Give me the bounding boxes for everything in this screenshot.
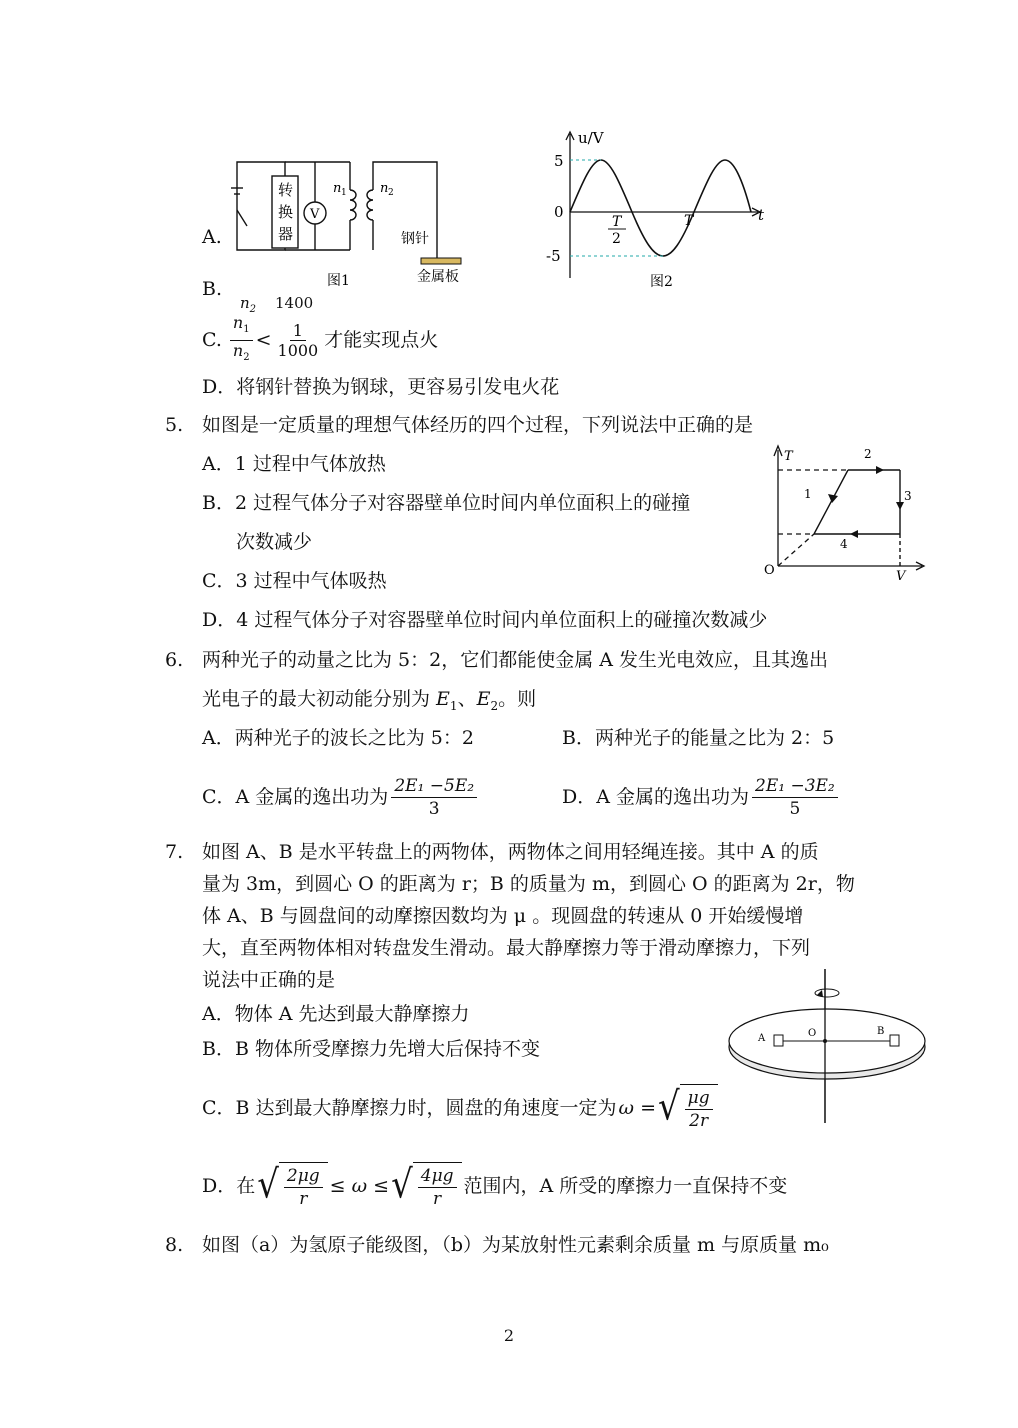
q5-number: 5.	[165, 414, 184, 436]
voltage-graph	[540, 128, 780, 293]
process-1-label: 1	[804, 487, 812, 501]
converter-char-1: 转	[278, 181, 294, 199]
origin-label: O	[764, 563, 775, 578]
circuit-figure	[225, 150, 485, 290]
q7-stem-line2: 量为 3m，到圆心 O 的距离为 r；B 的质量为 m，到圆心 O 的距离为 2r，物	[202, 873, 855, 895]
q6-stem-line1: 两种光子的动量之比为 5：2，它们都能使金属 A 发生光电效应，且其逸出	[202, 649, 829, 671]
y-tick-5: 5	[554, 152, 564, 170]
q5-option-b-line1: B．2 过程气体分子对容器壁单位时间内单位面积上的碰撞	[202, 492, 691, 514]
q4-option-a: A.	[202, 226, 222, 248]
q4-option-c: C. $\frac{n_1}{n_2}$ < $\frac{1}{1000}$ 才能实现点火	[202, 313, 439, 363]
n1-sub: 1	[341, 188, 347, 198]
q7-stem-line1: 如图 A、B 是水平转盘上的两物体，两物体之间用轻绳连接。其中 A 的质	[202, 841, 819, 863]
q5-option-b-line2: 次数减少	[236, 531, 313, 553]
process-3-label: 3	[904, 489, 912, 503]
n1-label: n	[333, 181, 342, 196]
n2-sub: 2	[388, 188, 394, 198]
q6-stem-line2: 光电子的最大初动能分别为 $E_1$、$E_2$。则	[202, 688, 537, 713]
sine-curve	[570, 160, 751, 256]
q6-option-d: D．A 金属的逸出功为 $\frac{\text{2E₁ −3E₂}}{5}$	[562, 772, 841, 822]
q8-number: 8.	[165, 1234, 184, 1256]
x-tick-T: T	[684, 213, 694, 229]
q5-option-d: D．4 过程气体分子对容器壁单位时间内单位面积上的碰撞次数减少	[202, 609, 768, 631]
t-axis-label: T	[784, 449, 793, 464]
q6-option-b: B．两种光子的能量之比为 2：5	[562, 727, 835, 749]
object-b-label: B	[877, 1026, 885, 1037]
process-4-label: 4	[840, 537, 848, 551]
center-o-label: O	[808, 1028, 817, 1039]
q7-stem-line4: 大，直至两物体相对转盘发生滑动。最大静摩擦力等于滑动摩擦力，下列	[202, 937, 811, 959]
v-axis-label: V	[896, 569, 906, 584]
page-number: 2	[503, 1326, 515, 1345]
tv-diagram	[756, 440, 936, 585]
q4-option-b: B. $n_2$ 1400	[202, 278, 314, 315]
y-tick-neg5: -5	[546, 247, 561, 265]
q8-stem-line1: 如图（a）为氢原子能级图，（b）为某放射性元素剩余质量 m 与原质量 m₀	[202, 1234, 829, 1256]
x-tick-half-T-num: T	[612, 214, 622, 230]
n2-label: n	[380, 181, 389, 196]
y-tick-0: 0	[554, 203, 564, 221]
fig2-caption: 图2	[650, 274, 673, 290]
process-2-label: 2	[864, 447, 872, 461]
object-a-label: A	[758, 1033, 766, 1044]
q7-stem-line3: 体 A、B 与圆盘间的动摩擦因数均为 μ 。现圆盘的转速从 0 开始缓慢增	[202, 905, 804, 927]
q5-stem: 如图是一定质量的理想气体经历的四个过程，下列说法中正确的是	[202, 414, 754, 436]
q5-option-c: C．3 过程中气体吸热	[202, 570, 387, 592]
q6-number: 6.	[165, 649, 184, 671]
q7-option-c: C．B 达到最大静摩擦力时，圆盘的角速度一定为 ω = √ $\frac{\mu g}{2r}$	[202, 1080, 720, 1136]
q5-option-a: A．1 过程中气体放热	[202, 453, 386, 475]
q6-option-a: A．两种光子的波长之比为 5：2	[202, 727, 474, 749]
x-tick-half-T-den: 2	[612, 231, 621, 247]
q7-option-d: D．在 √ $\frac{2\mu g}{r}$ ≤ ω ≤ √ $\frac{4\mu g}{r}$ 范围内，A 所受的摩擦力一直保持不变	[202, 1161, 788, 1209]
q7-number: 7.	[165, 841, 184, 863]
y-axis-label: u/V	[578, 129, 604, 147]
plate-label: 金属板	[417, 269, 459, 285]
q7-stem-line5: 说法中正确的是	[202, 969, 336, 991]
q4-option-d: D．将钢针替换为钢球，更容易引发电火花	[202, 376, 560, 398]
needle-label: 钢针	[401, 231, 429, 247]
x-axis-label: t	[758, 206, 765, 224]
fig1-caption: 图1	[327, 273, 350, 289]
converter-char-2: 换	[278, 203, 294, 221]
q7-option-a: A．物体 A 先达到最大静摩擦力	[202, 1003, 470, 1025]
q7-option-b: B．B 物体所受摩擦力先增大后保持不变	[202, 1038, 540, 1060]
turntable-diagram	[722, 965, 932, 1125]
voltmeter-label: V	[310, 207, 320, 222]
q6-option-c: C．A 金属的逸出功为 $\frac{\text{2E₁ −5E₂}}{3}$	[202, 772, 480, 822]
converter-char-3: 器	[278, 225, 294, 243]
